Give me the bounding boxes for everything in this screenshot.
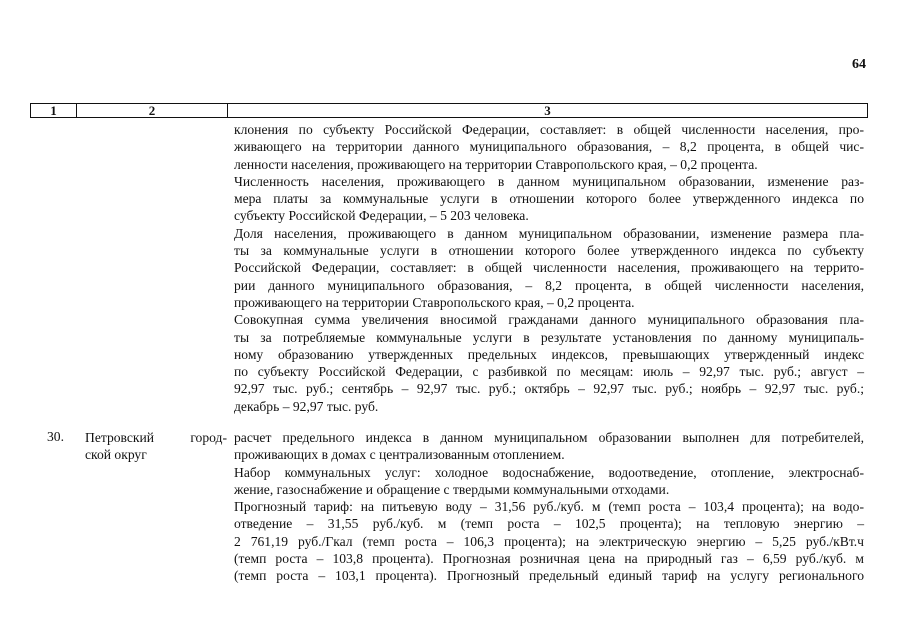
- column-header-1: 1: [31, 104, 77, 118]
- text-line: ленности населения, проживающего на территории Ставропольского края, – 0,2 процента.: [234, 156, 758, 172]
- municipality-name-line: [85, 429, 227, 446]
- municipality-name: [85, 429, 227, 464]
- text-line: 2 761,19 руб./Гкал (темп роста – 106,3 процента); на электрическую энергию – 5,25 руб./кВт.ч: [234, 533, 864, 549]
- page-number: 64: [852, 57, 866, 72]
- text-line: Численность населения, проживающего в данном муниципальном образовании, изменение раз-: [234, 173, 864, 189]
- text-line: ты за коммунальные услуги в отношении которого более утвержденного индекса по субъекту: [234, 243, 864, 259]
- text-line: рии данного муниципального образования, – 8,2 процента, в общей численности населения,: [234, 277, 864, 293]
- text-line: декабрь – 92,97 тыс. руб.: [234, 398, 379, 414]
- text-line: мера платы за коммунальные услуги в отношении которого более утвержденного индекса по: [234, 191, 864, 207]
- text-line: Набор коммунальных услуг: холодное водоснабжение, водоотведение, отопление, электроснаб-: [234, 464, 864, 480]
- column-header-2: 2: [77, 104, 228, 118]
- continuation-text: [234, 121, 864, 415]
- text-line: (темп роста – 103,8 процента). Прогнозная розничная цена на природный газ – 6,59 руб./куб. м: [234, 551, 864, 567]
- municipality-name-line: ской округ: [85, 447, 147, 463]
- text-line: клонения по субъекту Российской Федерации, составляет: в общей численности населения, про-: [234, 122, 864, 137]
- paragraph: [234, 225, 864, 311]
- text-line: ты за потребляемые коммунальные услуги в результате установления по данному муниципаль-: [234, 329, 864, 345]
- text-line: по субъекту Российской Федерации, с разбивкой по месяцам: июль – 92,97 тыс. руб.; август –: [234, 364, 864, 380]
- text-line: Российской Федерации, составляет: в общей численности населения, проживающего на террито-: [234, 260, 864, 276]
- text-line: субъекту Российской Федерации, – 5 203 человека.: [234, 208, 529, 224]
- text-line: 92,97 тыс. руб.; сентябрь – 92,97 тыс. руб.; октябрь – 92,97 тыс. руб.; ноябрь – 92,97 тыс. руб.;: [234, 381, 864, 397]
- paragraph: [234, 311, 864, 415]
- text-line: расчет предельного индекса в данном муниципальном образовании выполнен для потребителей,: [234, 430, 864, 445]
- text-line: живающего на территории данного муниципального образования, – 8,2 процента, в общей чис-: [234, 139, 864, 155]
- paragraph: [234, 498, 864, 584]
- text-line: жение, газоснабжение и обращение с твердыми коммунальными отходами.: [234, 481, 670, 497]
- text-line: Доля населения, проживающего в данном муниципальном образовании, изменение размера пла-: [234, 225, 864, 241]
- text-line: проживающего на территории Ставропольского края, – 0,2 процента.: [234, 294, 635, 310]
- paragraph: [234, 464, 864, 499]
- paragraph: [234, 429, 864, 464]
- municipality-name-part: Петровский: [85, 430, 155, 445]
- row-number: 30.: [47, 429, 64, 444]
- text-line: (темп роста – 103,1 процента). Прогнозный предельный единый тариф на услугу регионального: [234, 568, 864, 584]
- text-line: отведение – 31,55 руб./куб. м (темп роста – 102,5 процента); на тепловую энергию –: [234, 516, 864, 532]
- text-line: проживающих в домах с централизованным отоплением.: [234, 447, 565, 463]
- text-line: Совокупная сумма увеличения вносимой гражданами данного муниципального образования пла-: [234, 312, 864, 328]
- text-line: Прогнозный тариф: на питьевую воду – 31,56 руб./куб. м (темп роста – 103,4 процента); на водо-: [234, 499, 864, 515]
- municipality-name-part: город-: [190, 430, 227, 445]
- paragraph: [234, 173, 864, 225]
- text-line: ному образованию утвержденных предельных индексов, превышающих утвержденный индекс: [234, 346, 864, 362]
- row30-text: [234, 429, 864, 585]
- paragraph: [234, 121, 864, 173]
- column-header-3: 3: [228, 104, 868, 118]
- column-header-table: [30, 103, 868, 118]
